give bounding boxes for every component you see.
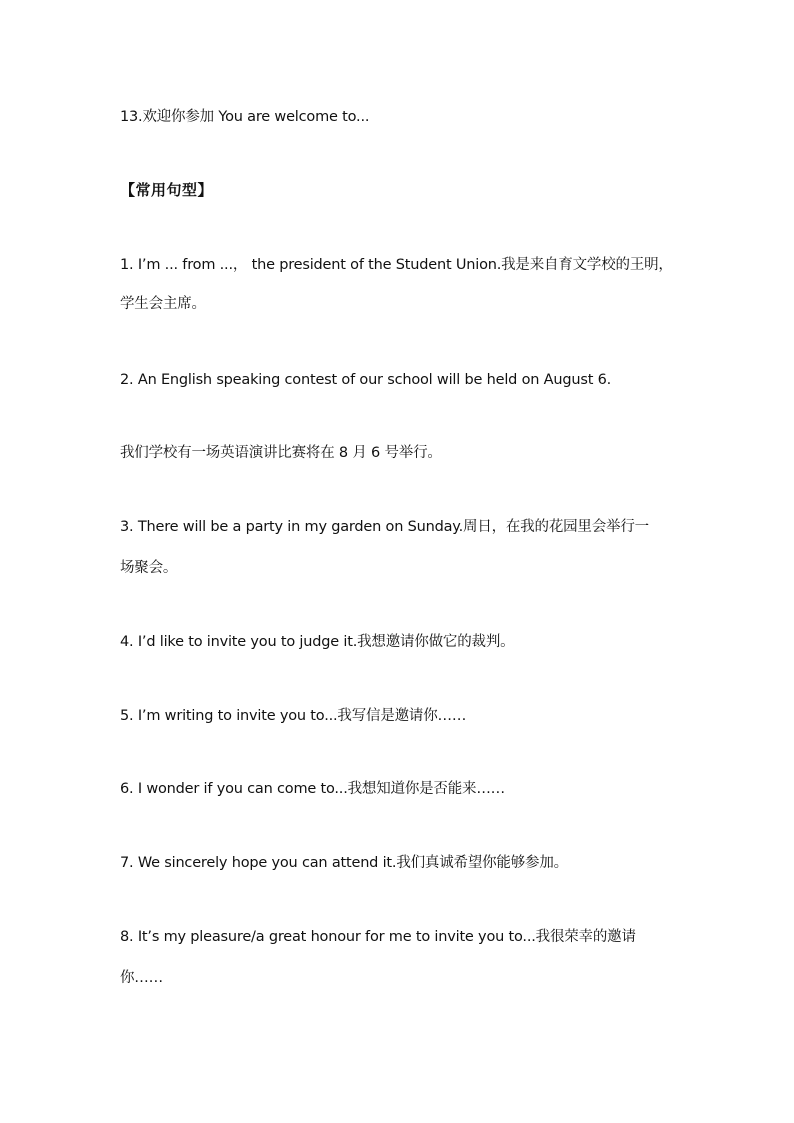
text-line-welcome: 13.欢迎你参加 You are welcome to... — [120, 109, 370, 125]
sentence-7: 7. We sincerely hope you can attend it.我们真诚希望你能够参加。 — [120, 855, 568, 871]
sentence-8-line-2: 你…… — [120, 970, 163, 986]
sentence-2-chinese: 我们学校有一场英语演讲比赛将在 8 月 6 号举行。 — [120, 445, 442, 461]
sentence-6: 6. I wonder if you can come to...我想知道你是否能来…… — [120, 781, 505, 797]
sentence-3-line-1: 3. There will be a party in my garden on Sunday.周日，在我的花园里会举行一 — [120, 519, 649, 535]
sentence-3-line-2: 场聚会。 — [120, 560, 178, 576]
sentence-2-english: 2. An English speaking contest of our school will be held on August 6. — [120, 372, 612, 388]
sentence-4: 4. I’d like to invite you to judge it.我想邀请你做它的裁判。 — [120, 634, 515, 650]
sentence-1-line-1: 1. I’m ... from ...， the president of the Student Union.我是来自育文学校的王明， — [120, 257, 673, 273]
sentence-1-line-2: 学生会主席。 — [120, 296, 206, 312]
section-heading: 【常用句型】 — [120, 181, 214, 199]
sentence-8-line-1: 8. It’s my pleasure/a great honour for me to invite you to...我很荣幸的邀请 — [120, 929, 636, 945]
sentence-5: 5. I’m writing to invite you to...我写信是邀请你…… — [120, 708, 467, 724]
